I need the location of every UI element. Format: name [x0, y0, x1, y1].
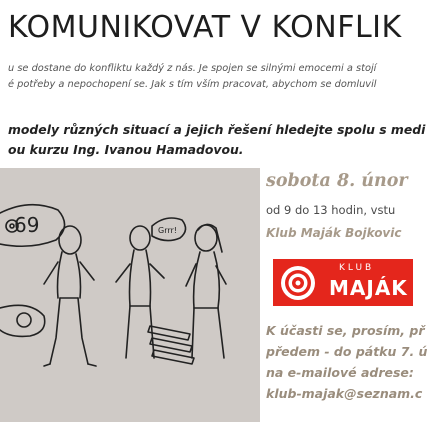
- illustration-photo: [0, 168, 260, 422]
- contact-info: [266, 320, 427, 404]
- intro-line-2: é potřeby a nepochopení se. Jak s tím vším pracovat, abychom se domluvil: [8, 79, 377, 90]
- lighthouse-ring-icon: [279, 264, 317, 302]
- logo-majak-text: MAJÁK: [329, 276, 408, 300]
- logo-klub-text: KLUB: [339, 263, 375, 273]
- event-date: sobota 8. únor: [266, 171, 408, 191]
- contact-line-2: předem - do pátku 7. ú: [266, 344, 428, 359]
- contact-email[interactable]: klub-majak@seznam.c: [266, 386, 423, 401]
- event-time: od 9 do 13 hodin, vstu: [266, 203, 396, 217]
- event-info: [266, 0, 430, 430]
- bubble-right-text: Grrr!: [158, 226, 177, 235]
- bubble-left-text: 69: [14, 213, 40, 237]
- lead-line-1: modely různých situací a jejich řešení hledejte spolu s medi: [8, 122, 426, 137]
- lead-line-2: ou kurzu Ing. Ivanou Hamadovou.: [8, 142, 244, 157]
- contact-line-1: K účasti se, prosím, př: [266, 323, 425, 338]
- klub-majak-logo: [273, 259, 413, 306]
- intro-line-1: u se dostane do konfliktu každý z nás. Je spojen se silnými emocemi a stojí: [8, 63, 377, 74]
- page-title: KOMUNIKOVAT V KONFLIK: [8, 10, 402, 45]
- contact-line-3: na e-mailové adrese:: [266, 365, 414, 380]
- event-place: Klub Maják Bojkovic: [266, 226, 402, 240]
